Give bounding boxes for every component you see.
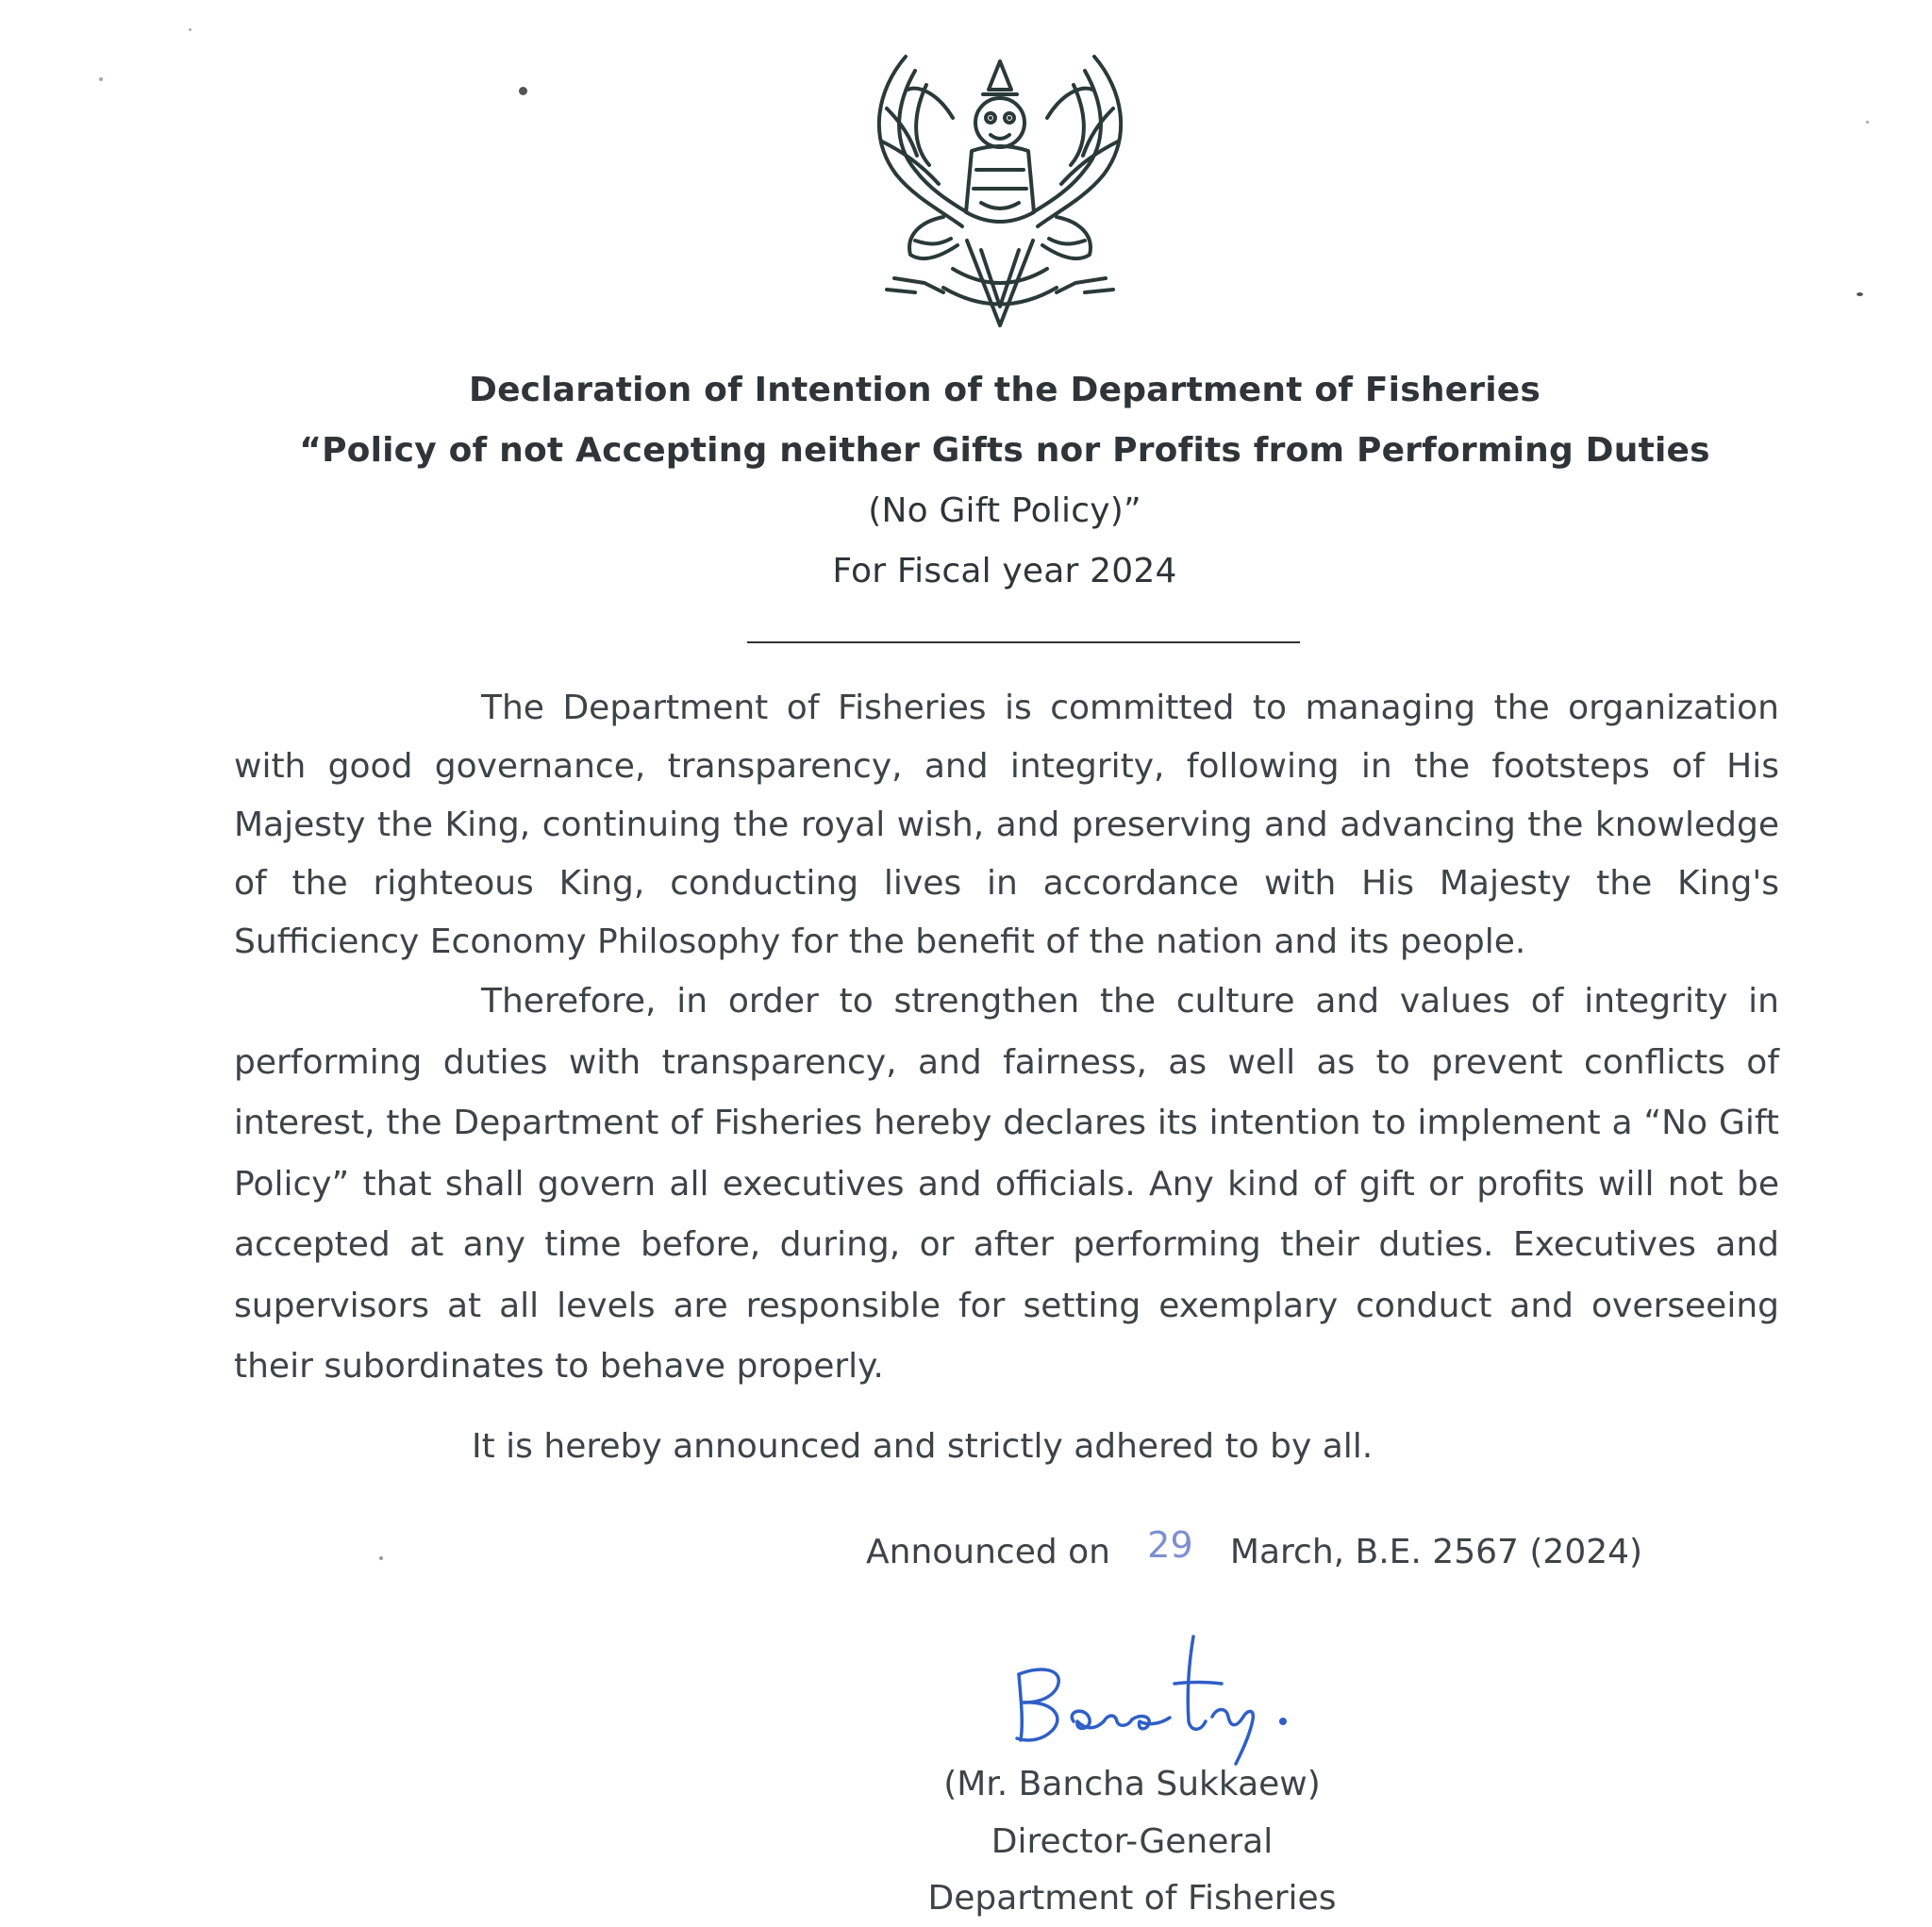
policy-title: “Policy of not Accepting neither Gifts nor Profits from Performing Duties <box>299 431 1710 470</box>
fiscal-year: For Fiscal year 2024 <box>832 552 1177 590</box>
signature-mark <box>1000 1627 1321 1769</box>
signatory-name: (Mr. Bancha Sukkaew) <box>943 1765 1321 1803</box>
signatory-position: Director-General <box>991 1822 1274 1861</box>
date-label: Announced on <box>866 1533 1110 1571</box>
signatory-organization: Department of Fisheries <box>927 1879 1337 1918</box>
document-title: Declaration of Intention of the Department of Fisheries <box>468 371 1541 409</box>
scan-speck <box>189 28 192 31</box>
scan-speck <box>99 77 103 81</box>
scan-speck <box>1857 292 1863 296</box>
body-paragraph-2: Therefore, in order to strengthen the culture and values of integrity in performing duties with transparency, and fairness, as well as to prevent conflicts of interest, the Department of Fisheries hereby declares its intention to implement a “No Gift Policy” that shall govern all executives and officials. Any kind of gift or profits will not be accepted at any time before, during, or after performing their duties. Executives and supervisors at all levels are responsible for setting exemplary conduct and overseeing their subordinates to behave properly. <box>234 982 1779 1386</box>
date-month-year: March, B.E. 2567 (2024) <box>1229 1533 1643 1571</box>
policy-short-name: (No Gift Policy)” <box>868 491 1141 530</box>
scan-speck <box>519 87 527 95</box>
announcement-date <box>866 1524 1643 1571</box>
heading-divider <box>747 641 1300 643</box>
scan-speck <box>1866 121 1869 124</box>
scan-speck <box>379 1556 383 1560</box>
handwritten-day: 29 <box>1147 1524 1193 1566</box>
garuda-emblem-icon <box>849 52 1151 344</box>
body-paragraph-1: The Department of Fisheries is committed to managing the organization with good governance, transparency, and integrity, following in the footsteps of His Majesty the King, continuing the royal wish, and preserving and advancing the knowledge of the righteous King, conducting lives in accordance with His Majesty the King's Sufficiency Economy Philosophy for the benefit of the nation and its people. <box>234 689 1779 961</box>
announcement-statement: It is hereby announced and strictly adhered to by all. <box>472 1427 1374 1466</box>
